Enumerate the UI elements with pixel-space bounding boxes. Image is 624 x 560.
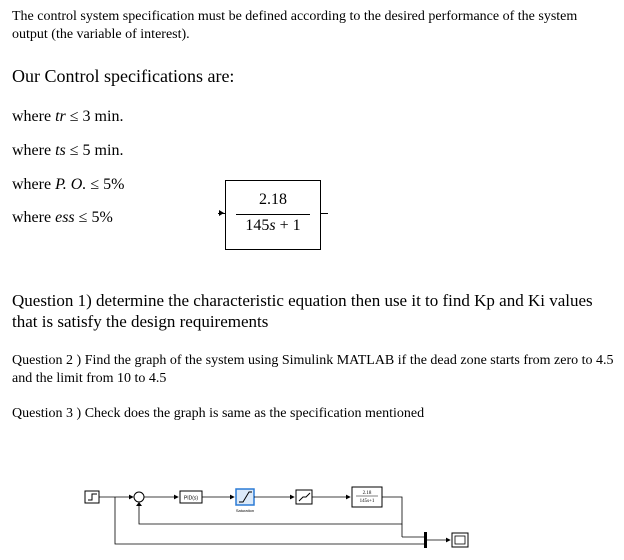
spec-steady-state-error — [12, 209, 113, 227]
spec-prefix: where — [12, 209, 56, 226]
spec-variable: ts — [55, 142, 66, 159]
spec-heading: Our Control specifications are: — [12, 66, 235, 86]
spec-prefix: where — [12, 176, 56, 193]
spec-variable: P. O. — [55, 176, 87, 193]
spec-relation: ≤ — [86, 176, 104, 193]
spec-settling-time — [12, 142, 123, 160]
plant-tf-numerator: 2.18 — [362, 491, 372, 496]
dead-zone-block[interactable] — [296, 490, 312, 504]
pid-block[interactable] — [180, 491, 202, 503]
sum-block[interactable] — [134, 492, 144, 502]
spec-rise-time — [12, 108, 123, 126]
transfer-function-block — [225, 180, 321, 250]
tf-fraction-bar — [236, 214, 310, 215]
mux-block[interactable] — [424, 532, 427, 548]
spec-relation: ≤ — [74, 209, 92, 226]
spec-value: 5% — [91, 209, 113, 226]
tf-input-arrow — [219, 210, 224, 216]
plant-tf-denominator: 145s+1 — [359, 499, 375, 504]
spec-variable: tr — [55, 108, 66, 125]
simulink-diagram — [80, 478, 480, 553]
tf-output-line — [321, 213, 328, 214]
saturation-block[interactable] — [236, 489, 254, 513]
intro-paragraph: The control system specification must be defined according to the desired performance of the system output (the variable of interest). — [12, 9, 578, 42]
tf-den-coef: 145 — [245, 217, 270, 234]
spec-prefix: where — [12, 108, 56, 125]
spec-relation: ≤ — [65, 142, 83, 159]
spec-value: 5 min. — [82, 142, 124, 159]
spec-overshoot — [12, 176, 124, 194]
pid-label: PID(s) — [183, 495, 199, 502]
saturation-label: Saturation — [235, 508, 255, 513]
question-3: Question 3 ) Check does the graph is same as the specification mentioned — [12, 406, 425, 421]
tf-numerator: 2.18 — [259, 191, 287, 208]
plant-tf-block[interactable] — [352, 487, 382, 507]
question-2: Question 2 ) Find the graph of the system using Simulink MATLAB if the dead zone starts from zero to 4.5 and the limit from 10 to 4.5 — [12, 353, 614, 386]
spec-prefix: where — [12, 142, 56, 159]
tf-den-rest: + 1 — [275, 217, 301, 234]
step-source-block[interactable] — [85, 491, 99, 503]
spec-value: 3 min. — [82, 108, 124, 125]
tf-denominator — [226, 217, 320, 235]
spec-relation: ≤ — [65, 108, 83, 125]
spec-value: 5% — [103, 176, 125, 193]
question-1: Question 1) determine the characteristic equation then use it to find Kp and Ki values that is satisfy the design requirements — [12, 291, 593, 331]
spec-variable: ess — [55, 209, 75, 226]
tf-den-var: s — [269, 217, 276, 234]
scope-block[interactable] — [452, 533, 468, 547]
